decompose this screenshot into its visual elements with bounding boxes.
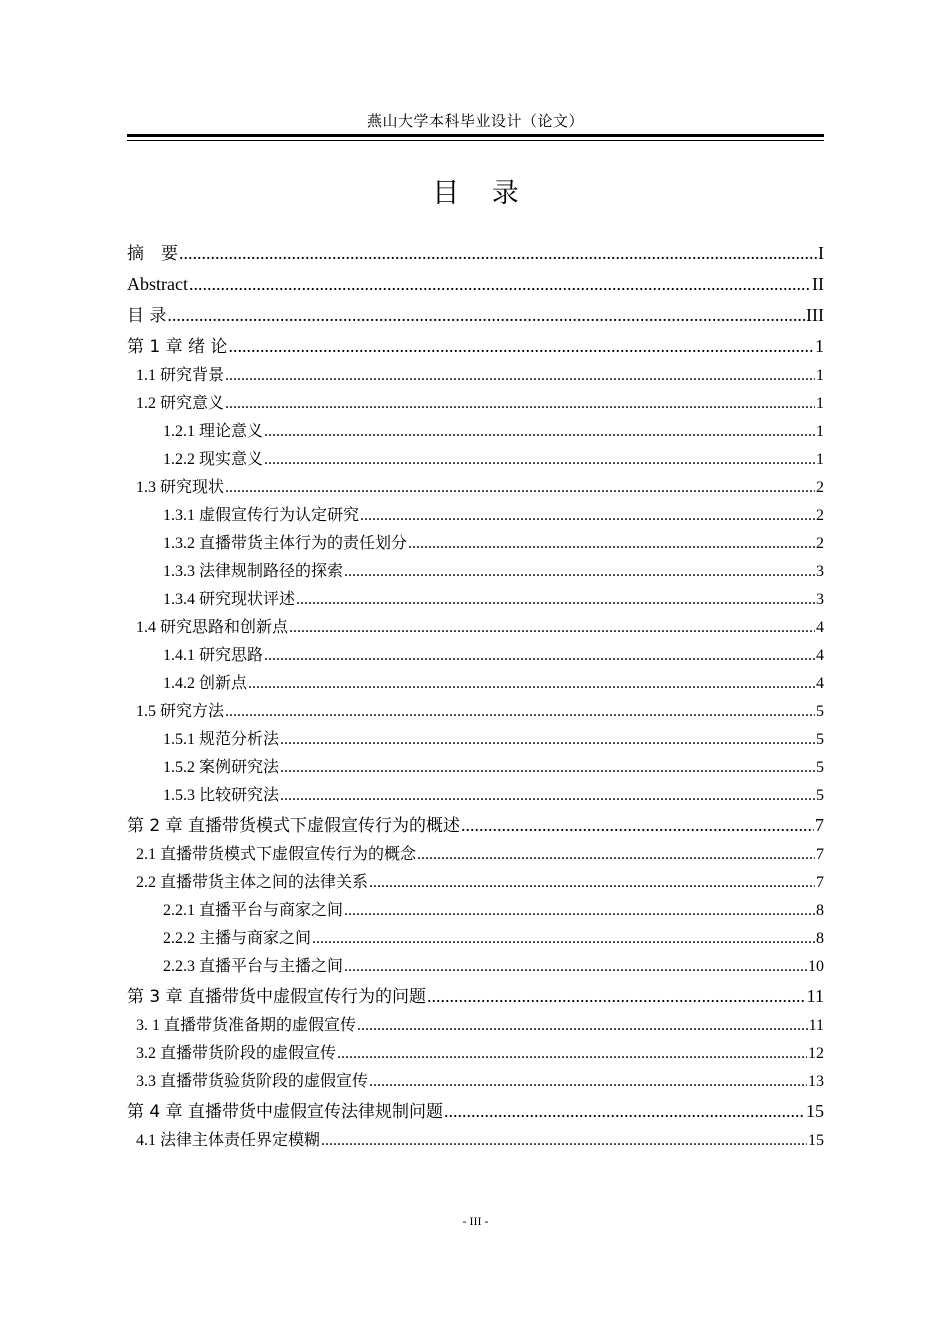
toc-entry[interactable] <box>127 586 824 614</box>
toc-entry[interactable] <box>127 418 824 446</box>
toc-dot-leader <box>225 474 815 502</box>
toc-entry-page: 2 <box>816 507 824 524</box>
toc-dot-leader <box>289 614 815 642</box>
toc-entry-page: 13 <box>808 1073 824 1090</box>
toc-entry-page: 3 <box>816 563 824 580</box>
page-number: - III - <box>462 1214 489 1228</box>
toc-entry-label: 1.5.2 案例研究法 <box>163 759 280 776</box>
toc-dot-leader <box>248 670 815 698</box>
toc-dot-leader <box>360 502 815 530</box>
toc-entry-label: 1.5.1 规范分析法 <box>163 731 280 748</box>
toc-entry[interactable] <box>127 981 824 1012</box>
toc-dot-leader <box>264 642 815 670</box>
toc-entry-page: 7 <box>816 874 824 891</box>
toc-dot-leader <box>264 418 815 446</box>
toc-entry-page: 2 <box>816 535 824 552</box>
toc-entry-page: 5 <box>816 787 824 804</box>
toc-entry-page: 11 <box>808 1017 824 1034</box>
toc-entry-label: 3.2 直播带货阶段的虚假宣传 <box>136 1045 337 1062</box>
header-rule-thick <box>127 134 824 137</box>
toc-entry[interactable] <box>127 362 824 390</box>
toc-entry-label: 目 录 <box>127 306 167 326</box>
toc-entry-label: 3.3 直播带货验货阶段的虚假宣传 <box>136 1073 369 1090</box>
toc-entry-page: 12 <box>808 1045 824 1062</box>
toc-entry-page: 15 <box>808 1132 824 1149</box>
toc-entry-page: III <box>806 305 824 325</box>
toc-dot-leader <box>357 1012 808 1040</box>
toc-entry-label: 1.5.3 比较研究法 <box>163 787 280 804</box>
toc-entry-label: 1.2.2 现实意义 <box>163 451 264 468</box>
toc-dot-leader <box>444 1096 805 1127</box>
toc-dot-leader <box>179 238 817 269</box>
toc-dot-leader <box>264 446 815 474</box>
toc-entry[interactable] <box>127 642 824 670</box>
toc-dot-leader <box>228 331 814 362</box>
toc-entry[interactable] <box>127 670 824 698</box>
toc-entry-page: 8 <box>816 902 824 919</box>
toc-dot-leader <box>344 558 815 586</box>
toc-entry-label: 4.1 法律主体责任界定模糊 <box>136 1132 321 1149</box>
toc-entry-label: 1.2.1 理论意义 <box>163 423 264 440</box>
toc-entry-page: 7 <box>815 815 824 835</box>
toc-entry[interactable] <box>127 530 824 558</box>
toc-entry-page: 11 <box>806 986 824 1006</box>
toc-entry-label: 2.1 直播带货模式下虚假宣传行为的概念 <box>136 846 417 863</box>
toc-entry[interactable] <box>127 897 824 925</box>
toc-entry-page: I <box>818 243 824 263</box>
toc-dot-leader <box>344 953 807 981</box>
toc-entry-label: 1.1 研究背景 <box>136 367 225 384</box>
toc-entry-page: 5 <box>816 731 824 748</box>
toc-entry-label: Abstract <box>127 274 188 294</box>
toc-entry[interactable] <box>127 300 824 331</box>
toc-entry[interactable] <box>127 925 824 953</box>
toc-entry-page: 3 <box>816 591 824 608</box>
toc-entry-label: 1.4.1 研究思路 <box>163 647 264 664</box>
toc-dot-leader <box>167 300 805 331</box>
toc-entry-page: 1 <box>816 451 824 468</box>
toc-dot-leader <box>344 897 815 925</box>
toc-entry-page: 2 <box>816 479 824 496</box>
toc-entry-label: 3. 1 直播带货准备期的虚假宣传 <box>136 1017 357 1034</box>
toc-dot-leader <box>225 390 815 418</box>
toc-entry-page: 5 <box>816 759 824 776</box>
toc-entry-label: 第 1 章 绪 论 <box>127 337 228 357</box>
toc-entry-label: 2.2.3 直播平台与主播之间 <box>163 958 344 975</box>
toc-dot-leader <box>321 1127 807 1155</box>
toc-entry-page: 4 <box>816 619 824 636</box>
toc-entry-page: 1 <box>815 336 824 356</box>
toc-dot-leader <box>189 269 811 300</box>
toc-entry-page: 1 <box>816 367 824 384</box>
toc-entry-page: 4 <box>816 675 824 692</box>
toc-entry[interactable] <box>127 1096 824 1127</box>
toc-entry-label: 1.2 研究意义 <box>136 395 225 412</box>
toc-entry-page: II <box>812 274 824 294</box>
toc-entry[interactable] <box>127 953 824 981</box>
toc-dot-leader <box>369 869 815 897</box>
toc-dot-leader <box>461 810 814 841</box>
toc-entry[interactable] <box>127 754 824 782</box>
toc-entry-label: 1.5 研究方法 <box>136 703 225 720</box>
toc-dot-leader <box>337 1040 807 1068</box>
toc-entry[interactable] <box>127 841 824 869</box>
toc-dot-leader <box>225 362 815 390</box>
toc-entry-page: 7 <box>816 846 824 863</box>
toc-entry[interactable] <box>127 238 824 269</box>
toc-entry[interactable] <box>127 1012 824 1040</box>
toc-entry-label: 1.3.3 法律规制路径的探索 <box>163 563 344 580</box>
toc-entry-label: 2.2.2 主播与商家之间 <box>163 930 312 947</box>
toc-dot-leader <box>280 754 815 782</box>
toc-entry[interactable] <box>127 474 824 502</box>
toc-entry-page: 8 <box>816 930 824 947</box>
toc-dot-leader <box>225 698 815 726</box>
toc-entry[interactable] <box>127 331 824 362</box>
toc-dot-leader <box>427 981 806 1012</box>
toc-entry[interactable] <box>127 269 824 300</box>
running-header: 燕山大学本科毕业设计（论文） <box>366 114 584 130</box>
toc-entry[interactable] <box>127 1040 824 1068</box>
toc-dot-leader <box>369 1068 807 1096</box>
toc-entry-page: 10 <box>808 958 824 975</box>
toc-entry[interactable] <box>127 869 824 897</box>
toc-entry[interactable] <box>127 1127 824 1155</box>
toc-entry-page: 5 <box>816 703 824 720</box>
toc-dot-leader <box>408 530 815 558</box>
toc-entry-label: 第 3 章 直播带货中虚假宣传行为的问题 <box>127 987 427 1007</box>
toc-entry-label: 第 2 章 直播带货模式下虚假宣传行为的概述 <box>127 816 461 836</box>
toc-entry-label: 1.3.4 研究现状评述 <box>163 591 296 608</box>
toc-entry[interactable] <box>127 390 824 418</box>
toc-entry-label: 1.4 研究思路和创新点 <box>136 619 289 636</box>
toc-entry[interactable] <box>127 810 824 841</box>
toc-entry-label: 摘 要 <box>127 244 178 264</box>
toc-entry-page: 4 <box>816 647 824 664</box>
toc-entry-label: 1.4.2 创新点 <box>163 675 248 692</box>
toc-dot-leader <box>280 782 815 810</box>
toc-entry-label: 1.3 研究现状 <box>136 479 225 496</box>
toc-title: 目 录 <box>432 178 531 209</box>
toc-entry-page: 15 <box>806 1101 824 1121</box>
toc-entry[interactable] <box>127 698 824 726</box>
toc-entry[interactable] <box>127 782 824 810</box>
toc-entry-page: 1 <box>816 395 824 412</box>
toc-entry-label: 2.2.1 直播平台与商家之间 <box>163 902 344 919</box>
toc-entry-page: 1 <box>816 423 824 440</box>
toc-entry-label: 2.2 直播带货主体之间的法律关系 <box>136 874 369 891</box>
toc-entry[interactable] <box>127 726 824 754</box>
toc-entry-label: 1.3.1 虚假宣传行为认定研究 <box>163 507 360 524</box>
toc-dot-leader <box>296 586 815 614</box>
toc-dot-leader <box>280 726 815 754</box>
toc-entry[interactable] <box>127 558 824 586</box>
toc-entry[interactable] <box>127 614 824 642</box>
toc-dot-leader <box>417 841 815 869</box>
toc-entry[interactable] <box>127 1068 824 1096</box>
toc-entry[interactable] <box>127 502 824 530</box>
toc-entry-label: 第 4 章 直播带货中虚假宣传法律规制问题 <box>127 1102 444 1122</box>
toc-entry-label: 1.3.2 直播带货主体行为的责任划分 <box>163 535 408 552</box>
toc-dot-leader <box>312 925 815 953</box>
header-rule-thin <box>127 140 824 141</box>
table-of-contents <box>127 238 824 1155</box>
toc-entry[interactable] <box>127 446 824 474</box>
